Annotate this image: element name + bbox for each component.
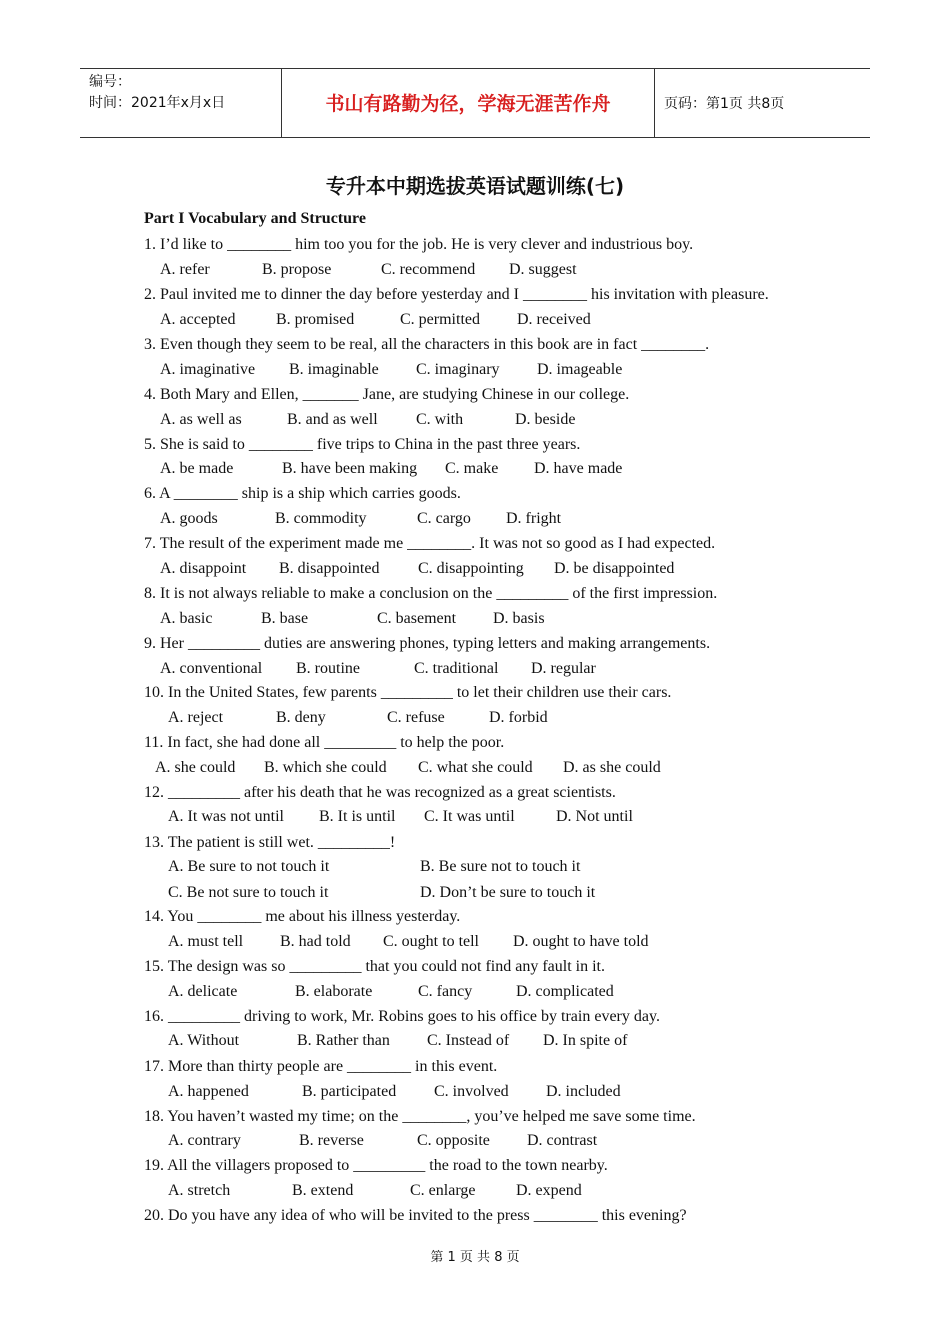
question-8-option-a: A. basic [160, 610, 213, 627]
question-11-option-b: B. which she could [264, 759, 387, 776]
question-17-option-d: D. included [546, 1083, 621, 1100]
question-7: 7. The result of the experiment made me ________. It was not so good as I had expected. [144, 535, 716, 552]
question-5-option-d: D. have made [534, 460, 623, 477]
page-title: 专升本中期选拔英语试题训练(七) [325, 174, 625, 198]
question-14-option-a: A. must tell [168, 933, 244, 950]
question-4-option-a: A. as well as [160, 411, 242, 428]
question-1-option-a: A. refer [160, 261, 210, 278]
question-2: 2. Paul invited me to dinner the day before yesterday and I ________ his invitation with pleasure. [144, 286, 769, 303]
question-13: 13. The patient is still wet. _________! [144, 834, 396, 851]
question-13-option-b: B. Be sure not to touch it [420, 858, 581, 875]
question-1: 1. I’d like to ________ him too you for the job. He is very clever and industrious boy. [144, 236, 694, 253]
question-6-option-c: C. cargo [417, 510, 471, 527]
question-18-option-b: B. reverse [299, 1132, 364, 1149]
question-3-option-c: C. imaginary [416, 361, 500, 378]
question-18: 18. You haven’t wasted my time; on the ________, you’ve helped me save some time. [144, 1108, 696, 1125]
question-12: 12. _________ after his death that he was recognized as a great scientists. [144, 784, 616, 801]
question-12-option-d: D. Not until [556, 808, 633, 825]
question-4-option-c: C. with [416, 411, 464, 428]
question-2-option-a: A. accepted [160, 311, 236, 328]
question-14-option-c: C. ought to tell [383, 933, 479, 950]
header-divider [654, 69, 655, 137]
question-14: 14. You ________ me about his illness yesterday. [144, 908, 461, 925]
question-18-option-d: D. contrast [527, 1132, 598, 1149]
question-6-option-a: A. goods [160, 510, 218, 527]
question-4-option-b: B. and as well [287, 411, 378, 428]
question-5-option-b: B. have been making [282, 460, 418, 477]
question-5: 5. She is said to ________ five trips to China in the past three years. [144, 436, 581, 453]
header-meta [89, 72, 225, 114]
question-8: 8. It is not always reliable to make a conclusion on the _________ of the first impression. [144, 585, 718, 602]
question-3-option-b: B. imaginable [289, 361, 379, 378]
question-10-option-d: D. forbid [489, 709, 548, 726]
header-motto: 书山有路勤为径，学海无涯苦作舟 [325, 93, 611, 115]
question-10: 10. In the United States, few parents _________ to let their children use their cars. [144, 684, 672, 701]
question-16-option-a: A. Without [168, 1032, 240, 1049]
question-13-option-c: C. Be not sure to touch it [168, 884, 329, 901]
question-15-option-c: C. fancy [418, 983, 473, 1000]
question-15-option-d: D. complicated [516, 983, 614, 1000]
question-3-option-a: A. imaginative [160, 361, 256, 378]
question-18-option-c: C. opposite [417, 1132, 490, 1149]
question-10-option-a: A. reject [168, 709, 224, 726]
question-19-option-d: D. expend [516, 1182, 582, 1199]
question-7-option-a: A. disappoint [160, 560, 247, 577]
question-2-option-d: D. received [517, 311, 591, 328]
question-11-option-c: C. what she could [418, 759, 533, 776]
header-page-info: 页码：第1页 共8页 [664, 96, 785, 112]
document-header [80, 68, 870, 138]
question-9-option-d: D. regular [531, 660, 596, 677]
question-17-option-c: C. involved [434, 1083, 509, 1100]
question-16-option-b: B. Rather than [297, 1032, 390, 1049]
question-9-option-b: B. routine [296, 660, 360, 677]
question-8-option-d: D. basis [493, 610, 545, 627]
question-17-option-a: A. happened [168, 1083, 249, 1100]
question-19: 19. All the villagers proposed to _________ the road to the town nearby. [144, 1157, 608, 1174]
question-14-option-d: D. ought to have told [513, 933, 649, 950]
question-1-option-c: C. recommend [381, 261, 476, 278]
question-19-option-c: C. enlarge [410, 1182, 476, 1199]
question-11-option-a: A. she could [155, 759, 236, 776]
question-14-option-b: B. had told [280, 933, 351, 950]
question-15-option-b: B. elaborate [295, 983, 373, 1000]
question-11: 11. In fact, she had done all _________ to help the poor. [144, 734, 505, 751]
question-7-option-c: C. disappointing [418, 560, 524, 577]
question-8-option-c: C. basement [377, 610, 457, 627]
question-13-option-a: A. Be sure to not touch it [168, 858, 330, 875]
question-16-option-d: D. In spite of [543, 1032, 628, 1049]
question-6-option-b: B. commodity [275, 510, 367, 527]
question-1-option-d: D. suggest [509, 261, 577, 278]
question-5-option-c: C. make [445, 460, 499, 477]
number-label: 编号： [89, 74, 131, 90]
question-12-option-c: C. It was until [424, 808, 515, 825]
question-12-option-a: A. It was not until [168, 808, 284, 825]
question-16-option-c: C. Instead of [427, 1032, 510, 1049]
question-10-option-c: C. refuse [387, 709, 445, 726]
question-8-option-b: B. base [261, 610, 309, 627]
question-9: 9. Her _________ duties are answering phones, typing letters and making arrangements. [144, 635, 711, 652]
question-9-option-c: C. traditional [414, 660, 499, 677]
question-16: 16. _________ driving to work, Mr. Robins goes to his office by train every day. [144, 1008, 660, 1025]
question-7-option-d: D. be disappointed [554, 560, 675, 577]
question-15-option-a: A. delicate [168, 983, 238, 1000]
question-9-option-a: A. conventional [160, 660, 263, 677]
question-18-option-a: A. contrary [168, 1132, 241, 1149]
question-15: 15. The design was so _________ that you could not find any fault in it. [144, 958, 605, 975]
question-11-option-d: D. as she could [563, 759, 661, 776]
time-label: 时间：2021年x月x日 [89, 95, 226, 111]
question-3: 3. Even though they seem to be real, all the characters in this book are in fact ________. [144, 336, 710, 353]
question-17: 17. More than thirty people are ________ in this event. [144, 1058, 498, 1075]
question-19-option-b: B. extend [292, 1182, 354, 1199]
question-13-option-d: D. Don’t be sure to touch it [420, 884, 596, 901]
question-2-option-c: C. permitted [400, 311, 480, 328]
question-12-option-b: B. It is until [319, 808, 396, 825]
question-17-option-b: B. participated [302, 1083, 397, 1100]
question-4: 4. Both Mary and Ellen, _______ Jane, are studying Chinese in our college. [144, 386, 630, 403]
question-4-option-d: D. beside [515, 411, 576, 428]
page-footer: 第 1 页 共 8 页 [430, 1250, 520, 1265]
question-5-option-a: A. be made [160, 460, 234, 477]
question-10-option-b: B. deny [276, 709, 326, 726]
question-6: 6. A ________ ship is a ship which carries goods. [144, 485, 461, 502]
question-20: 20. Do you have any idea of who will be invited to the press ________ this evening? [144, 1207, 687, 1224]
question-7-option-b: B. disappointed [279, 560, 380, 577]
question-2-option-b: B. promised [276, 311, 355, 328]
part-title: Part I Vocabulary and Structure [144, 210, 366, 227]
question-1-option-b: B. propose [262, 261, 332, 278]
question-3-option-d: D. imageable [537, 361, 623, 378]
question-6-option-d: D. fright [506, 510, 562, 527]
question-19-option-a: A. stretch [168, 1182, 231, 1199]
